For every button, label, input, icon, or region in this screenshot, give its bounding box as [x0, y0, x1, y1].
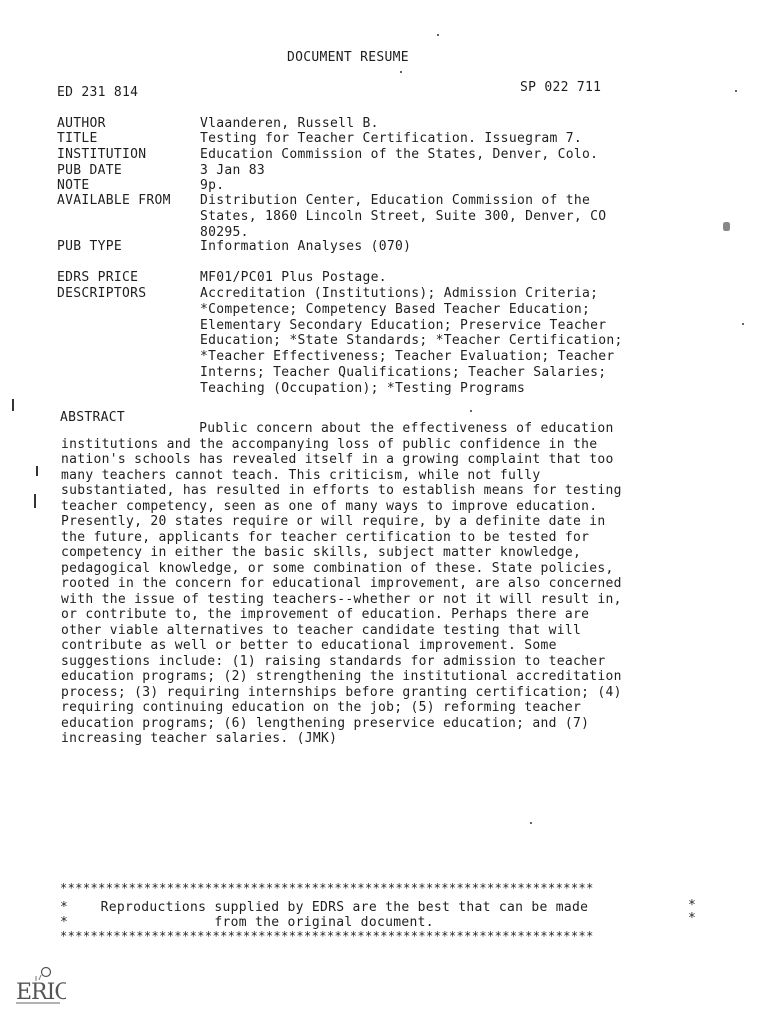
scan-speck [36, 466, 38, 476]
abstract-body: Public concern about the effectiveness of education institutions and the accompanying loss of public confidence in the nation's schools has revealed itself in a growing complaint that too many teachers cannot teach. This criticism, while not fully substantiated, has resulted in efforts to establish means for testing teacher competency, seen as one of many ways to improve education. Presently, 20 states require or will require, by a definite date in the future, applicants for teacher certification to be tested for competency in either the basic skills, subject matter knowledge, pedagogical knowledge, or some combination of these. State policies, rooted in the concern for educational improvement, are also concerned with the issue of testing teachers--whether or not it will result in, or contribute to, the improvement of education. Perhaps there are other viable alternatives to teacher candidate testing that will contribute as well or better to educational improvement. Some suggestions include: (1) raising standards for admission to teacher education programs; (2) strengthening the institutional accreditation process; (3) requiring internships before granting certification; (4) requiring continuing education on the job; (5) reforming teacher education programs; (6) lengthening preservice education; and (7) increasing teacher salaries. (JMK) [61, 421, 622, 746]
scan-speck [530, 822, 532, 824]
footer-star-right: * [688, 898, 697, 913]
field-label: EDRS PRICE [57, 270, 139, 285]
field-label: INSTITUTION [57, 147, 147, 162]
scan-speck [742, 323, 744, 325]
scan-speck [735, 90, 737, 92]
field-value: Education Commission of the States, Denver, Colo. [200, 147, 599, 162]
scan-speck [437, 34, 439, 36]
scan-speck [34, 494, 36, 508]
sp-number: SP 022 711 [520, 80, 602, 95]
field-label: DESCRIPTORS [57, 286, 147, 301]
field-label: PUB TYPE [57, 239, 123, 254]
eric-logo-text: ERIC [16, 980, 66, 1005]
scan-speck [723, 222, 730, 231]
field-label: NOTE [57, 178, 90, 193]
footer-star-right: * [688, 911, 697, 926]
scan-speck [12, 399, 14, 411]
reproduction-notice-line-2: * from the original document. [60, 915, 434, 930]
eric-logo [14, 966, 66, 1006]
field-label: PUB DATE [57, 163, 123, 178]
scan-speck [470, 410, 472, 412]
document-title: DOCUMENT RESUME [287, 50, 409, 65]
field-label: TITLE [57, 131, 98, 146]
eric-logo-icon [14, 966, 66, 1006]
ed-number: ED 231 814 [57, 85, 139, 100]
field-value: Testing for Teacher Certification. Issuegram 7. [200, 131, 582, 146]
footer-star-border-top: ********************************************************************** [60, 881, 594, 895]
abstract-label: ABSTRACT [60, 410, 126, 425]
field-value: MF01/PC01 Plus Postage. [200, 270, 387, 285]
field-label: AUTHOR [57, 116, 106, 131]
field-value: 9p. [200, 178, 225, 193]
scan-speck [400, 71, 402, 73]
field-label: AVAILABLE FROM [57, 193, 171, 208]
footer-star-border-bottom: ********************************************************************** [60, 929, 594, 943]
reproduction-notice-line-1: * Reproductions supplied by EDRS are the best that can be made [60, 900, 589, 915]
field-value: Information Analyses (070) [200, 239, 412, 254]
field-value: Distribution Center, Education Commission of the States, 1860 Lincoln Street, Suite 300, Denver, CO 80295. [200, 193, 607, 240]
field-value: Accreditation (Institutions); Admission Criteria; *Competence; Competency Based Teacher Education; Elementary Secondary Education; Preservice Teacher Education; *State Standards; *Teacher Certification; *Teacher Effectiveness; Teacher Evaluation; Teacher Interns; Teacher Qualifications; Teacher Salaries; Teaching (Occupation); *Testing Programs [200, 286, 623, 396]
field-value: 3 Jan 83 [200, 163, 266, 178]
field-value: Vlaanderen, Russell B. [200, 116, 379, 131]
